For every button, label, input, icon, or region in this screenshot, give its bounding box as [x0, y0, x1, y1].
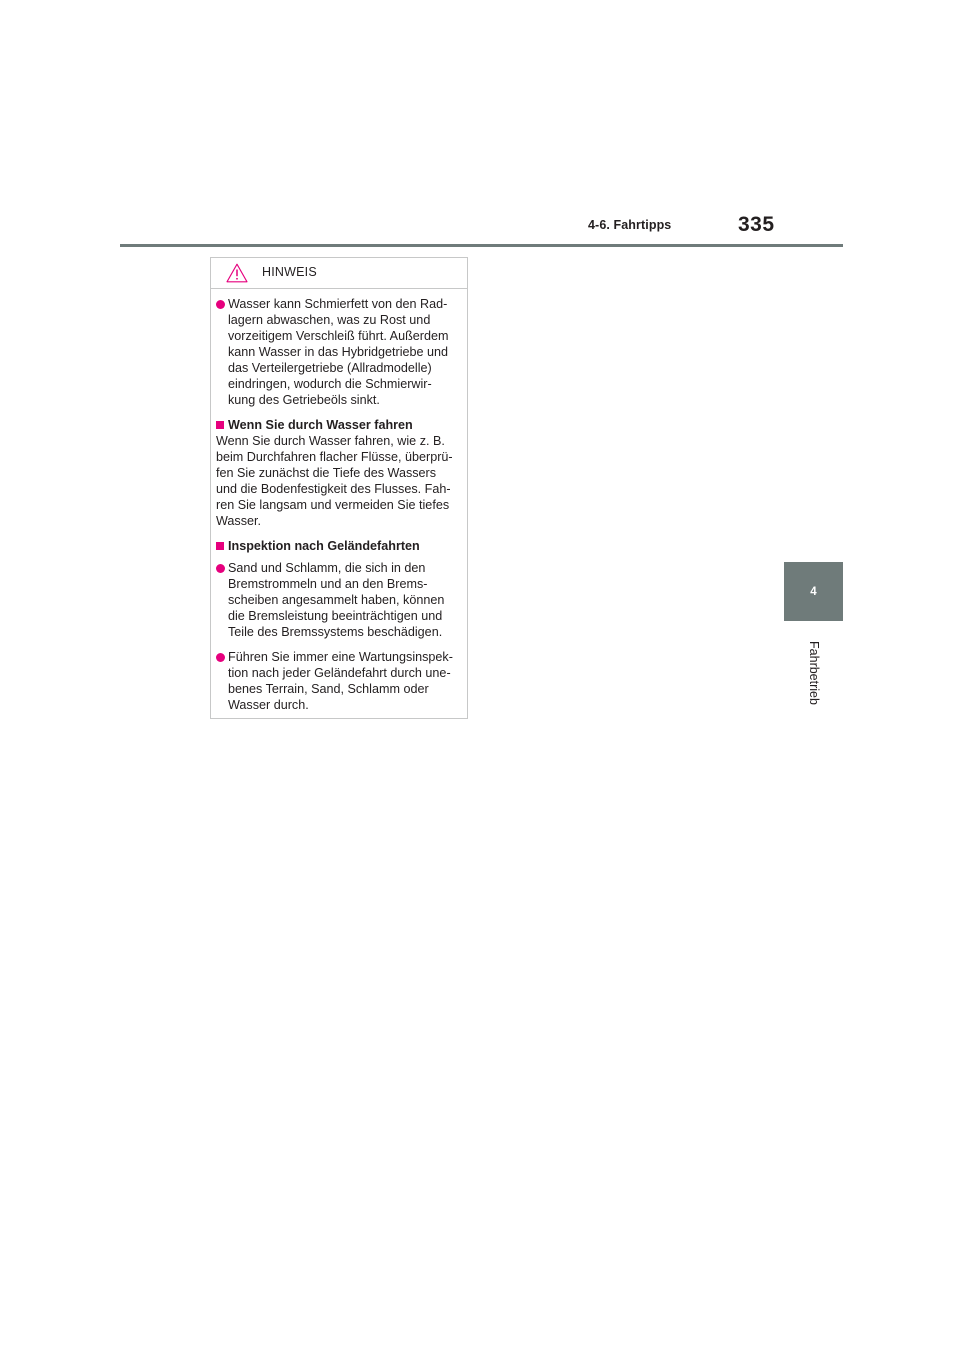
bullet-dot	[216, 300, 225, 309]
bullet-text: Führen Sie immer eine Wartungsinspek- tion nach jeder Geländefahrt durch une- benes Terrain, Sand, Schlamm oder Wasser durch.	[228, 650, 453, 712]
chapter-tab	[784, 562, 843, 621]
header-rule	[120, 244, 843, 247]
notice-title: HINWEIS	[262, 265, 317, 279]
warning-triangle-icon	[226, 263, 248, 283]
bullet-text: Sand und Schlamm, die sich in den Bremstrommeln und an den Brems- scheiben angesammelt haben, können die Bremsleistung beeinträchtigen und Teile des Bremssystems beschädigen.	[228, 561, 445, 639]
subheading-item	[216, 538, 464, 554]
notice-box	[210, 257, 468, 719]
heading-square-icon	[216, 421, 224, 429]
bullet-dot	[216, 564, 225, 573]
bullet-item	[216, 560, 464, 640]
notice-header	[211, 258, 467, 289]
bullet-item	[216, 649, 464, 713]
bullet-item	[216, 296, 464, 408]
page-number: 335	[738, 213, 775, 236]
heading-square-icon	[216, 542, 224, 550]
paragraph-text: Wenn Sie durch Wasser fahren, wie z. B. beim Durchfahren flacher Flüsse, überprü- fen Sie zunächst die Tiefe des Wassers und die Bodenfestigkeit des Flusses. Fah- ren Sie langsam und vermeiden Sie tiefes Wasser.	[216, 434, 453, 528]
chapter-number: 4	[810, 585, 817, 598]
notice-body	[216, 296, 464, 713]
chapter-label: Fahrbetrieb	[807, 641, 821, 705]
bullet-text: Wasser kann Schmierfett von den Rad- lagern abwaschen, was zu Rost und vorzeitigem Verschleiß führt. Außerdem kann Wasser in das Hybridgetriebe und das Verteilergetriebe (Allradmodelle) eindringen, wodurch die Schmierwir- kung des Getriebeöls sinkt.	[228, 297, 449, 407]
subheading-item	[216, 417, 464, 433]
section-title: 4-6. Fahrtipps	[588, 218, 672, 232]
subheading-text: Wenn Sie durch Wasser fahren	[228, 418, 413, 432]
subheading-text: Inspektion nach Geländefahrten	[228, 539, 420, 553]
bullet-dot	[216, 653, 225, 662]
